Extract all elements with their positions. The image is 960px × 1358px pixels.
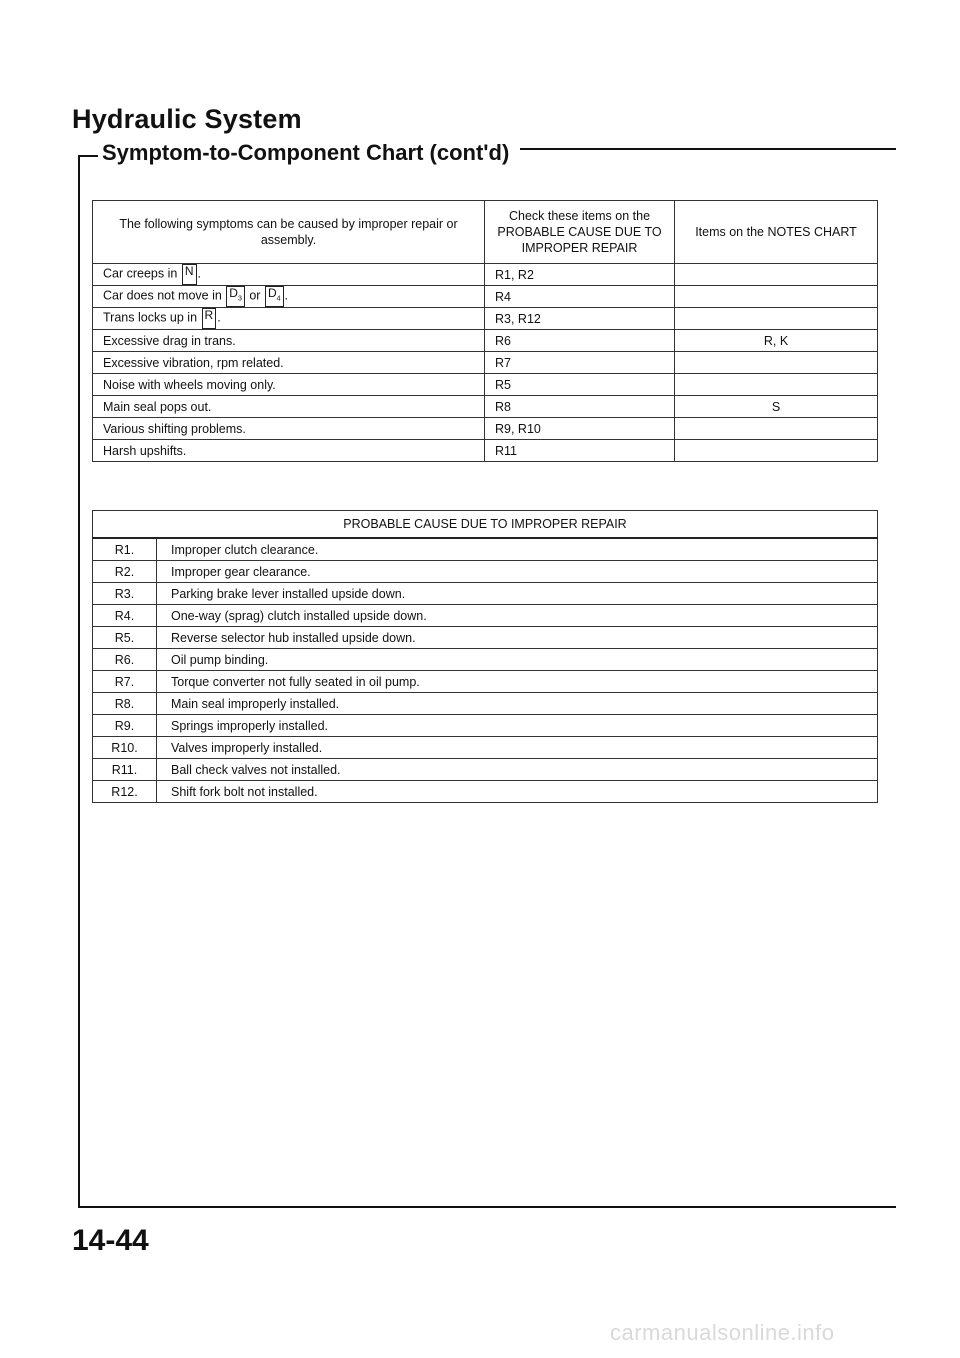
table-row [93,440,878,462]
cause-table-title: PROBABLE CAUSE DUE TO IMPROPER REPAIR [93,511,878,539]
cause-description: One-way (sprag) clutch installed upside down. [157,605,878,627]
table-row [93,583,878,605]
symptom-text: Trans locks up in [103,310,198,325]
page-number: 14-44 [72,1224,149,1257]
cause-description: Improper gear clearance. [157,561,878,583]
table-row [93,693,878,715]
symptom-text: Car does not move in [103,288,222,303]
shift-position-key: $D_4$ [265,286,284,306]
cause-table-body [93,538,878,803]
cause-description: Oil pump binding. [157,649,878,671]
check-items-cell: R6 [485,330,675,352]
check-items-cell: R7 [485,352,675,374]
symptom-cell [93,264,485,286]
section-subtitle: Symptom-to-Component Chart (cont'd) [98,140,515,166]
frame-rule-top-right [520,148,896,150]
cause-description: Ball check valves not installed. [157,759,878,781]
probable-cause-table [92,510,878,803]
notes-cell [675,418,878,440]
symptom-cell [93,286,485,308]
header-symptoms: The following symptoms can be caused by improper repair or assembly. [93,201,485,264]
header-notes: Items on the NOTES CHART [675,201,878,264]
symptom-text: Car creeps in [103,266,178,281]
table-row [93,627,878,649]
table-row [93,286,878,308]
cause-description: Reverse selector hub installed upside down. [157,627,878,649]
table-row [93,308,878,330]
symptom-text: Excessive drag in trans. [103,333,236,348]
table-row [93,352,878,374]
cause-description: Main seal improperly installed. [157,693,878,715]
symptom-table [92,200,878,462]
notes-cell [675,374,878,396]
table-row [93,396,878,418]
cause-code: R4. [93,605,157,627]
check-items-cell: R8 [485,396,675,418]
header-check-items: Check these items on the PROBABLE CAUSE DUE TO IMPROPER REPAIR [485,201,675,264]
symptom-text: Various shifting problems. [103,421,246,436]
frame-rule-left [78,155,80,1208]
symptom-text: Noise with wheels moving only. [103,377,276,392]
check-items-cell: R11 [485,440,675,462]
symptom-cell [93,396,485,418]
symptom-cell [93,330,485,352]
cause-code: R7. [93,671,157,693]
cause-description: Parking brake lever installed upside down. [157,583,878,605]
notes-cell [675,352,878,374]
cause-code: R5. [93,627,157,649]
symptom-text: Harsh upshifts. [103,443,187,458]
symptom-cell [93,352,485,374]
table-row [93,330,878,352]
cause-code: R6. [93,649,157,671]
symptom-cell [93,308,485,330]
table-row [93,374,878,396]
notes-cell [675,308,878,330]
frame-rule-bottom [78,1206,896,1208]
cause-code: R1. [93,538,157,561]
cause-code: R9. [93,715,157,737]
notes-cell [675,286,878,308]
watermark-site: carmanualsonline.info [610,1320,835,1345]
table-row [93,759,878,781]
cause-code: R8. [93,693,157,715]
cause-description: Springs improperly installed. [157,715,878,737]
symptom-cell [93,440,485,462]
symptom-text: Main seal pops out. [103,399,212,414]
table-row [93,418,878,440]
symptom-connector: or [245,288,264,303]
symptom-cell [93,418,485,440]
cause-description: Valves improperly installed. [157,737,878,759]
table-row [93,538,878,561]
table-row [93,671,878,693]
symptom-cell [93,374,485,396]
cause-code: R11. [93,759,157,781]
table-row [93,649,878,671]
check-items-cell: R9, R10 [485,418,675,440]
cause-description: Shift fork bolt not installed. [157,781,878,803]
table-row [93,264,878,286]
cause-code: R10. [93,737,157,759]
table-row [93,781,878,803]
table-row [93,737,878,759]
symptom-punct: . [197,266,201,281]
cause-description: Improper clutch clearance. [157,538,878,561]
cause-table-header [93,511,878,539]
notes-cell: R, K [675,330,878,352]
check-items-cell: R1, R2 [485,264,675,286]
notes-cell [675,264,878,286]
notes-cell [675,440,878,462]
check-items-cell: R3, R12 [485,308,675,330]
symptom-table-body [93,264,878,462]
check-items-cell: R5 [485,374,675,396]
shift-position-key: N [182,264,197,284]
table-row [93,561,878,583]
symptom-table-header [93,201,878,264]
shift-position-key: $D_3$ [226,286,245,306]
check-items-cell: R4 [485,286,675,308]
symptom-punct: . [217,310,221,325]
cause-code: R12. [93,781,157,803]
frame-rule-top-left [78,155,100,157]
table-row [93,605,878,627]
notes-cell: S [675,396,878,418]
shift-position-key: R [202,308,217,328]
symptom-punct: . [284,288,288,303]
cause-code: R3. [93,583,157,605]
cause-description: Torque converter not fully seated in oil pump. [157,671,878,693]
cause-code: R2. [93,561,157,583]
page-title: Hydraulic System [72,104,302,134]
table-row [93,715,878,737]
symptom-text: Excessive vibration, rpm related. [103,355,284,370]
